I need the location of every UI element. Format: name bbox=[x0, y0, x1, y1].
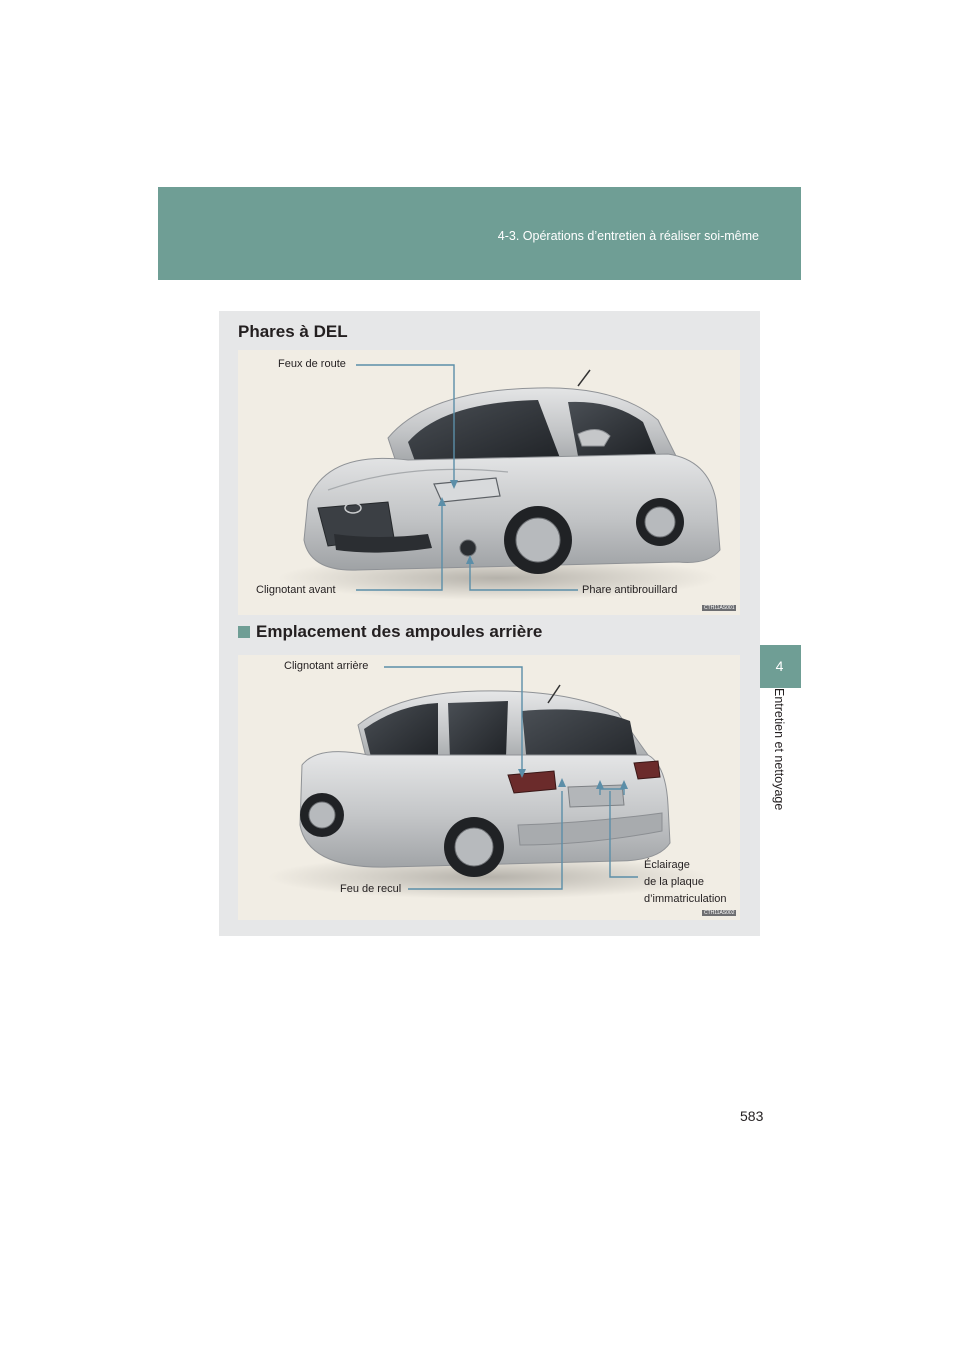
chapter-number: 4 bbox=[775, 658, 784, 674]
chapter-title: Entretien et nettoyage bbox=[772, 688, 786, 811]
front-car-illustration bbox=[238, 350, 740, 615]
license-plate-area bbox=[568, 785, 624, 807]
rear-section-title-text: Emplacement des ampoules arrière bbox=[256, 622, 543, 641]
side-mirror bbox=[578, 429, 610, 446]
fog-light bbox=[460, 540, 476, 556]
rear-view-front-rim bbox=[309, 802, 335, 828]
chapter-tab bbox=[758, 645, 801, 688]
rear-side-window-1 bbox=[364, 703, 438, 761]
rear-section-title bbox=[238, 622, 542, 642]
tail-light-right bbox=[634, 761, 660, 779]
callout-high-beam: Feux de route bbox=[278, 358, 346, 370]
chapter-side-label bbox=[758, 686, 801, 886]
chapter-header bbox=[158, 187, 801, 280]
callout-plate-line2: de la plaque bbox=[644, 876, 704, 888]
callout-plate-line3: d’immatriculation bbox=[644, 893, 727, 905]
page-number: 583 bbox=[740, 1108, 764, 1124]
rear-rim bbox=[645, 507, 675, 537]
front-car-figure bbox=[238, 350, 740, 615]
callout-fog: Phare antibrouillard bbox=[582, 584, 678, 596]
front-section-title: Phares à DEL bbox=[238, 322, 348, 341]
rear-car-figure bbox=[238, 655, 740, 920]
rear-side-window-2 bbox=[448, 701, 508, 759]
front-rim bbox=[516, 518, 560, 562]
antenna bbox=[578, 370, 590, 386]
bullet-square-icon bbox=[238, 626, 250, 638]
tail-light-left bbox=[508, 771, 556, 793]
callout-rear-turn: Clignotant arrière bbox=[284, 660, 369, 672]
callout-plate-line1: Éclairage bbox=[644, 859, 690, 871]
section-heading: 4-3. Opérations d’entretien à réaliser soi-même bbox=[497, 229, 759, 243]
rear-image-code: CTH11AS002 bbox=[704, 910, 735, 916]
callout-reverse: Feu de recul bbox=[340, 883, 402, 895]
front-image-code: CTH11AS001 bbox=[704, 605, 735, 611]
rear-view-rear-rim bbox=[455, 828, 493, 866]
callout-front-turn: Clignotant avant bbox=[256, 584, 336, 596]
